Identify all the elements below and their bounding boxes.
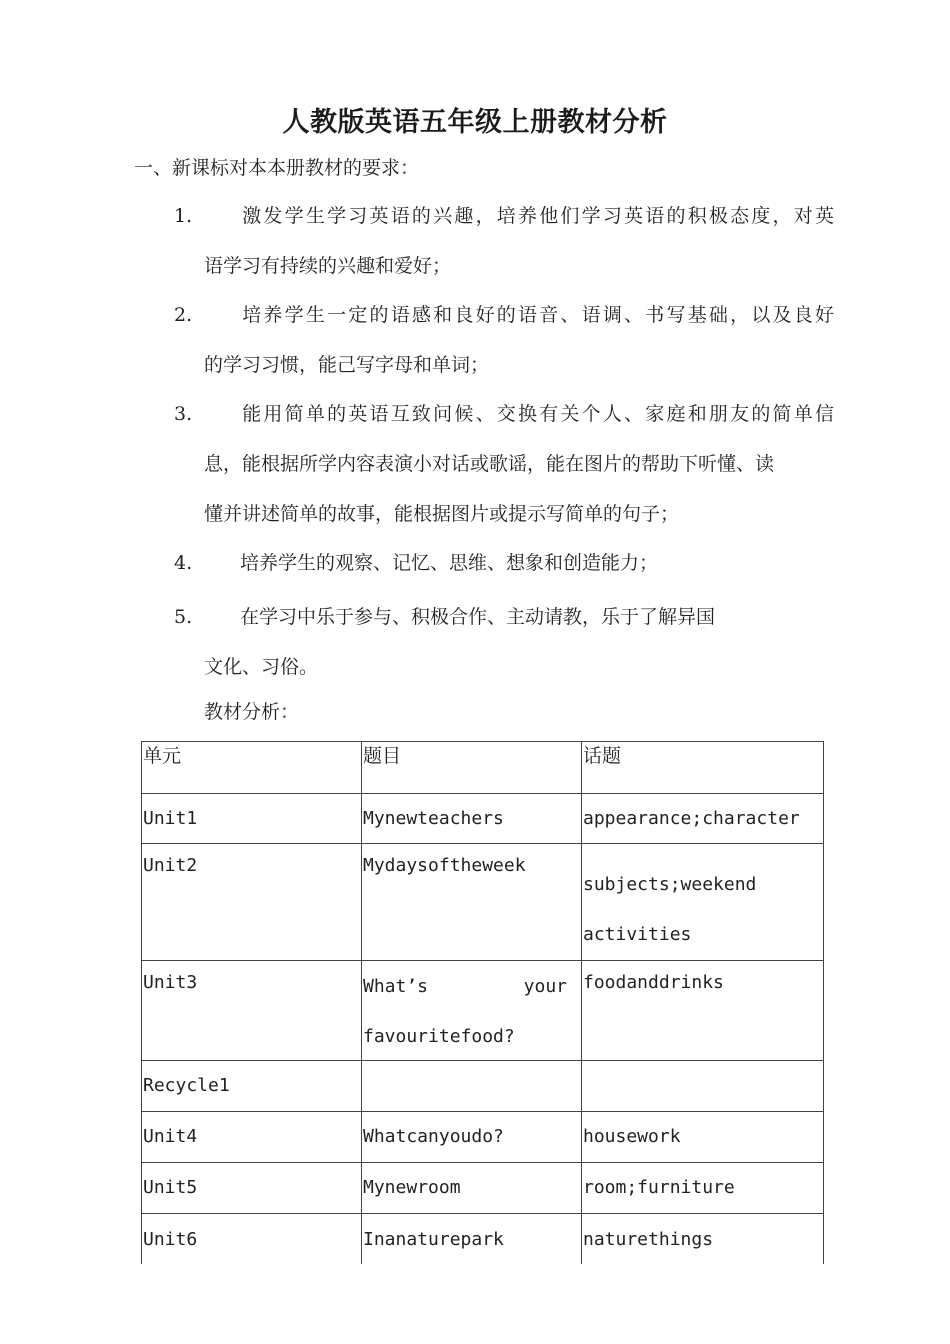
requirement-item [174, 604, 834, 704]
table-row [142, 961, 824, 1061]
title-word: What’s [363, 976, 429, 997]
requirement-text: 激发学生学习英语的兴趣，培养他们学习英语的积极态度，对英 [240, 205, 834, 227]
header-topic: 话题 [582, 742, 824, 794]
title-cell [362, 961, 582, 1061]
requirement-continuation: 息，能根据所学内容表演小对话或歌谣，能在图片的帮助下听懂、读 [204, 453, 775, 475]
table-header-row [142, 742, 824, 794]
title-cell: Mydaysoftheweek [362, 844, 582, 961]
requirement-text: 培养学生的观察、记忆、思维、想象和创造能力； [240, 552, 659, 574]
topic-cell: naturethings [582, 1214, 824, 1264]
requirement-continuation: 懂并讲述简单的故事，能根据图片或提示写简单的句子； [204, 503, 680, 525]
title-line [363, 975, 581, 999]
topic-cell [582, 1061, 824, 1112]
title-cell: Whatcanyoudo? [362, 1112, 582, 1163]
title-cell: Mynewroom [362, 1163, 582, 1214]
table-row [142, 1163, 824, 1214]
requirement-line [174, 203, 834, 253]
requirement-continuation: 语学习有持续的兴趣和爱好； [204, 255, 452, 277]
title-cell [362, 1061, 582, 1112]
topic-cell: housework [582, 1112, 824, 1163]
unit-cell: Recycle1 [142, 1061, 362, 1112]
units-table [141, 741, 824, 1264]
table-row [142, 794, 824, 844]
header-title: 题目 [362, 742, 582, 794]
requirement-text: 在学习中乐于参与、积极合作、主动请教，乐于了解异国 [240, 606, 716, 628]
topic-cell: appearance;character [582, 794, 824, 844]
requirement-text: 培养学生一定的语感和良好的语音、语调、书写基础，以及良好 [240, 304, 834, 326]
requirement-line [174, 401, 834, 451]
requirement-number: 5. [174, 606, 193, 628]
requirement-text: 能用简单的英语互致问候、交换有关个人、家庭和朋友的简单信 [240, 403, 834, 425]
table-row [142, 844, 824, 961]
requirement-continuation: 的学习习惯，能己写字母和单词； [204, 354, 490, 376]
topic-cell: room;furniture [582, 1163, 824, 1214]
table-row [142, 1112, 824, 1163]
unit-cell: Unit1 [142, 794, 362, 844]
topic-cell: subjects;weekend activities [582, 844, 824, 961]
analysis-label: 教材分析： [204, 701, 300, 723]
unit-cell: Unit3 [142, 961, 362, 1061]
requirement-line [174, 604, 834, 654]
unit-cell: Unit6 [142, 1214, 362, 1264]
title-cell: Mynewteachers [362, 794, 582, 844]
requirement-number: 4. [174, 552, 193, 574]
requirement-item [174, 550, 834, 600]
title-line: favouritefood? [363, 1026, 515, 1047]
unit-cell: Unit2 [142, 844, 362, 961]
table-row [142, 1061, 824, 1112]
requirement-item [174, 302, 834, 402]
requirement-item [174, 401, 834, 551]
requirement-continuation: 文化、习俗。 [204, 656, 319, 678]
requirement-item [174, 203, 834, 303]
unit-cell: Unit4 [142, 1112, 362, 1163]
requirement-number: 2. [174, 304, 193, 326]
section-heading: 一、新课标对本本册教材的要求： [134, 157, 420, 179]
requirement-number: 3. [174, 403, 193, 425]
requirement-line [174, 550, 834, 600]
unit-cell: Unit5 [142, 1163, 362, 1214]
title-cell: Inanaturepark [362, 1214, 582, 1264]
requirement-number: 1. [174, 205, 193, 227]
header-unit: 单元 [142, 742, 362, 794]
topic-cell: foodanddrinks [582, 961, 824, 1061]
page-title: 人教版英语五年级上册教材分析 [282, 107, 668, 138]
title-word: your [523, 976, 567, 997]
requirement-line [174, 302, 834, 352]
table-row [142, 1214, 824, 1264]
